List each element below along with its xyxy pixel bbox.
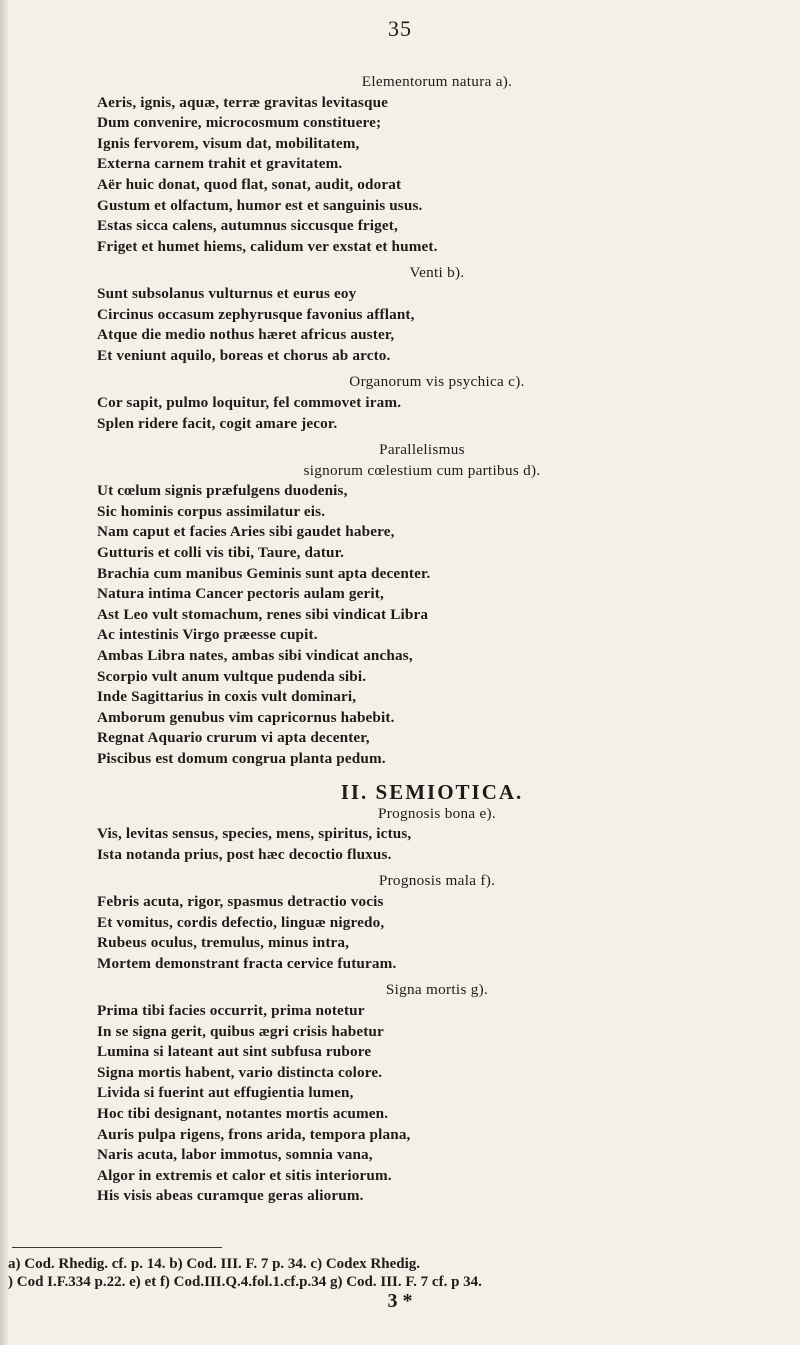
verse-line: Algor in extremis et calor et sitis interiorum. — [97, 1166, 392, 1184]
verse-line: Aeris, ignis, aquæ, terræ gravitas levitasque — [97, 93, 389, 111]
verse-line: Estas sicca calens, autumnus siccusque friget, — [97, 217, 398, 235]
section-organorum — [97, 372, 737, 434]
verse-line: Cor sapit, pulmo loquitur, fel commovet iram. — [97, 393, 402, 411]
verse-line: Gutturis et colli vis tibi, Taure, datur. — [97, 544, 345, 562]
verse-line: Nam caput et facies Aries sibi gaudet habere, — [97, 523, 395, 541]
verse-line: Sic hominis corpus assimilatur eis. — [97, 502, 326, 520]
section-signa-mortis — [97, 980, 737, 1207]
verse-line: Auris pulpa rigens, frons arida, tempora plana, — [97, 1125, 411, 1143]
verse-line: Sunt subsolanus vulturnus et eurus eoy — [97, 284, 357, 302]
footnote-rule — [12, 1247, 222, 1248]
verse-line: Ut cœlum signis præfulgens duodenis, — [97, 482, 348, 500]
section-venti — [97, 263, 737, 366]
verse-line: Ast Leo vult stomachum, renes sibi vindicat Libra — [97, 605, 429, 623]
verse-line: Et veniunt aquilo, boreas et chorus ab arcto. — [97, 346, 391, 364]
section-prognosis-bona — [97, 804, 737, 866]
verse-line: Ac intestinis Virgo præesse cupit. — [97, 626, 318, 644]
verse-line: Piscibus est domum congrua planta pedum. — [97, 750, 386, 767]
verse-line: Mortem demonstrant fracta cervice futuram. — [97, 954, 397, 972]
verse-line: Ista notanda prius, post hæc decoctio fluxus. — [97, 845, 392, 863]
verse-line: Ignis fervorem, visum dat, mobilitatem, — [97, 134, 360, 152]
section-heading: Prognosis mala f). — [378, 872, 496, 890]
section-heading: Organorum vis psychica c). — [349, 373, 525, 391]
verse-line: Et vomitus, cordis defectio, linguæ nigredo, — [97, 913, 385, 931]
page-edge-shadow — [0, 0, 9, 1345]
verse-line: Natura intima Cancer pectoris aulam gerit, — [97, 585, 384, 603]
footnotes — [8, 1255, 798, 1291]
signature-mark: 3 * — [387, 1290, 413, 1312]
section-prognosis-mala — [97, 871, 737, 974]
verse-line: Friget et humet hiems, calidum ver exstat et humet. — [97, 237, 438, 255]
verse-line: Aër huic donat, quod flat, sonat, audit, odorat — [97, 175, 402, 193]
verse-line: Hoc tibi designant, notantes mortis acumen. — [97, 1104, 389, 1122]
verse-line: Dum convenire, microcosmum constituere; — [97, 114, 382, 132]
verse-line: Lumina si lateant aut sint subfusa rubore — [97, 1043, 372, 1061]
section-parallelismus — [97, 440, 737, 770]
section-heading: Signa mortis g). — [385, 981, 489, 999]
verse-line: Atque die medio nothus hæret africus auster, — [97, 326, 395, 344]
verse-line: Febris acuta, rigor, spasmus detractio vocis — [97, 892, 384, 910]
page-number: 35 — [388, 16, 412, 41]
verse-line: Inde Sagittarius in coxis vult dominari, — [97, 688, 357, 706]
verse-line: Prima tibi facies occurrit, prima notetur — [97, 1001, 365, 1019]
section-heading: Parallelismus signorum cœlestium cum partibus d). — [303, 441, 541, 479]
verse-line: Circinus occasum zephyrusque favonius afflant, — [97, 305, 415, 323]
verse-line: Vis, levitas sensus, species, mens, spiritus, ictus, — [97, 825, 412, 843]
section-heading: Prognosis bona e). — [377, 804, 497, 822]
verse-line: Signa mortis habent, vario distincta colore. — [97, 1063, 383, 1081]
verse-line: Gustum et olfactum, humor est et sanguinis usus. — [97, 196, 423, 214]
verse-line: Splen ridere facit, cogit amare jecor. — [97, 414, 338, 432]
verse-line: Regnat Aquario crurum vi apta decenter, — [97, 729, 370, 747]
verse-line: Scorpio vult anum vultque pudenda sibi. — [97, 667, 367, 685]
part-heading: II. SEMIOTICA. — [340, 779, 524, 804]
section-heading: Venti b). — [409, 264, 465, 282]
verse-line: Naris acuta, labor immotus, somnia vana, — [97, 1146, 373, 1164]
verse-line: His visis abeas curamque geras aliorum. — [97, 1187, 364, 1205]
poem-body — [97, 72, 737, 1207]
verse-line: Rubeus oculus, tremulus, minus intra, — [97, 934, 350, 952]
footnote-line: ) Cod I.F.334 p.22. e) et f) Cod.III.Q.4.fol.1.cf.p.34 g) Cod. III. F. 7 cf. p 34. — [8, 1274, 482, 1290]
section-elementorum — [97, 72, 737, 257]
footnote-line: a) Cod. Rhedig. cf. p. 14. b) Cod. III. F. 7 p. 34. c) Codex Rhedig. — [8, 1256, 420, 1272]
verse-line: Brachia cum manibus Geminis sunt apta decenter. — [97, 564, 431, 582]
verse-line: Ambas Libra nates, ambas sibi vindicat anchas, — [97, 647, 413, 665]
verse-line: In se signa gerit, quibus ægri crisis habetur — [97, 1022, 384, 1040]
verse-line: Externa carnem trahit et gravitatem. — [97, 155, 343, 173]
section-heading: Elementorum natura a). — [361, 73, 513, 90]
verse-line: Amborum genubus vim capricornus habebit. — [97, 708, 395, 726]
verse-line: Livida si fuerint aut effugientia lumen, — [97, 1084, 354, 1102]
